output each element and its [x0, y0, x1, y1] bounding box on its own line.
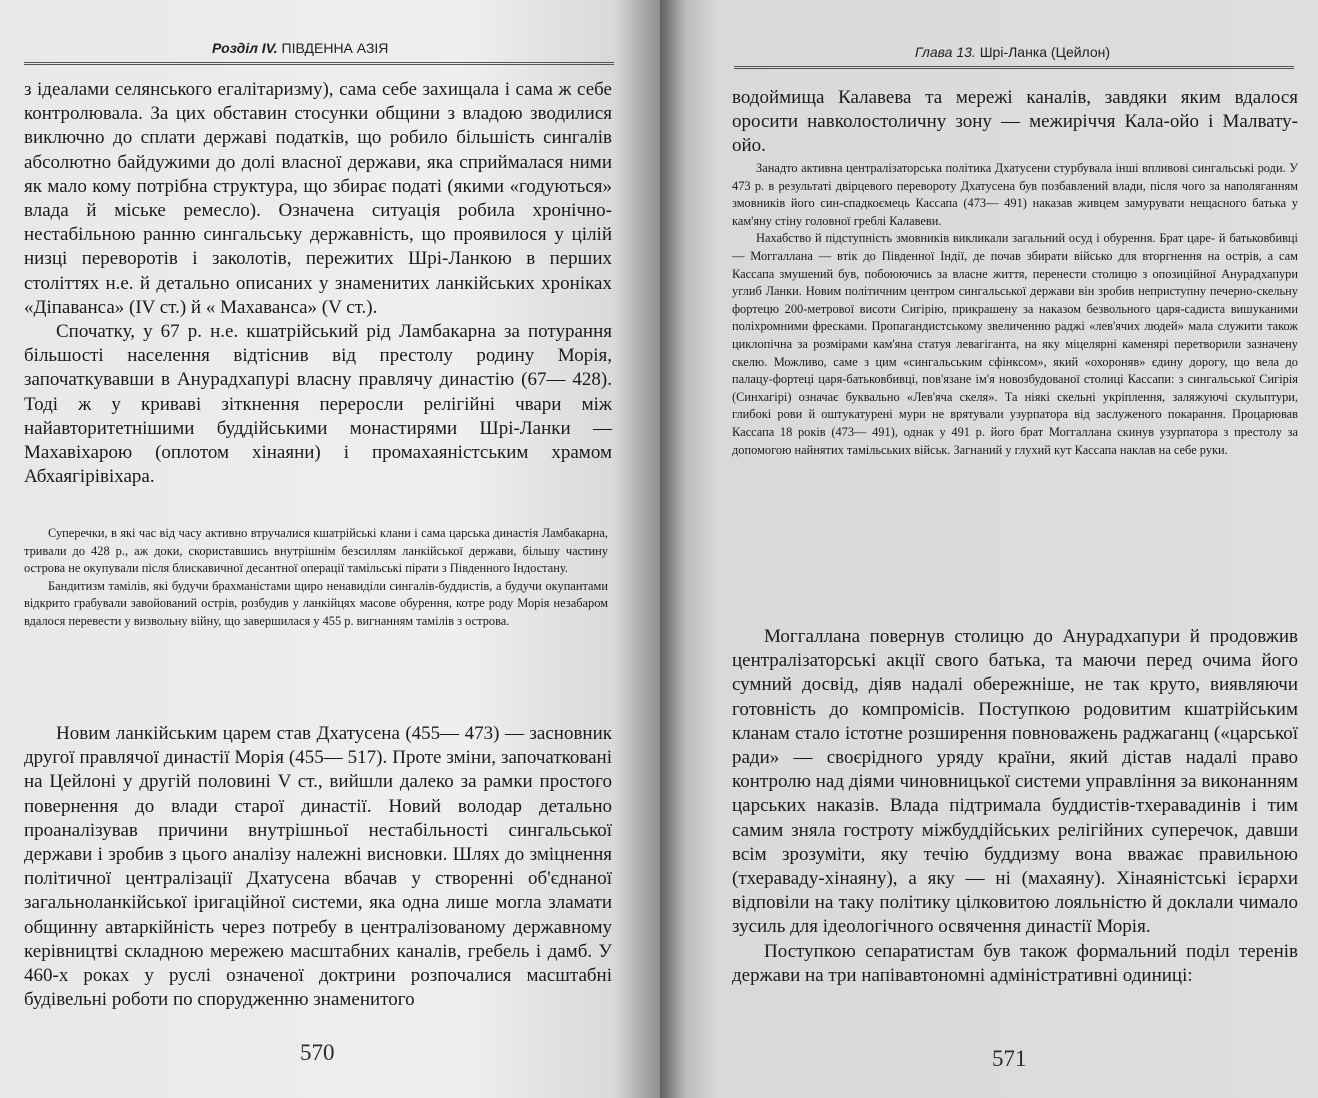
main-text-upper	[24, 78, 612, 489]
paragraph: Моггаллана повернув столицю до Анурадхапури й продовжив централізаторські акції свого батька, та маючи перед очима його сумний досвід, діяв надалі обережніше, не так круто, виявляючи готовність до компромісів. Поступкою родовитим кшатрійським кланам стало істотне розширення повноважень раджаганц («царської ради» — своєрідного уряду країни, який дістав надалі право контролю над діями чиновницької системи управління за виконанням царських наказів. Влада підтримала буддистів-тхеравадинів і тим самим зняла гостроту міжбуддійських релігійних суперечок, давши всім зрозуміти, яку течію буддизму вона вважає правильною (тхераваду-хінаяну), а яку — ні (махаяну). Хінаяністські ієрархи відповіли на таку політику цілковитою лояльністю й доклали чимало зусиль для ідеологічного освячення династії Морія.	[732, 626, 1298, 938]
header-rule	[734, 66, 1294, 69]
header-section: Розділ IV.	[212, 40, 278, 56]
main-text-upper	[732, 86, 1298, 159]
header-rule	[24, 62, 614, 65]
running-header	[212, 40, 388, 56]
small-paragraph: Бандитизм тамілів, які будучи брахманістами щиро ненавиділи сингалів-буддистів, а будучи окупантами відкрито грабували завойований острів, розбудив у ланкійцях масове обурення, котре роду Морія незабаром вдалося перевести у визвольну війну, що завершилася у 455 р. вигнанням тамілів з острова.	[24, 578, 608, 628]
paragraph: водоймища Калавева та мережі каналів, завдяки яким вдалося оросити навколостоличну зону — межиріччя Кала-ойо і Малвату-ойо.	[732, 87, 1298, 157]
paragraph: з ідеалами селянського егалітаризму), сама себе захищала і сама ж себе контролювала. За цих обставин стосунки общини з владою зводилися виключно до сплати державі податків, що робило більшість сингалів абсолютно байдужими до долі власної держави, яка сприймалася ними як мало кому потрібна структура, що збирає податі (якими «годуються» влада й міське ремесло). Означена ситуація робила хронічно-нестабільною ранню сингальську державність, що проявилося у цілій низці переворотів і заколотів, пережитих Шрі-Ланкою в перших століттях н.е. й детально описаних у знаменитих ланкійських хроніках «Діпаванса» (IV ст.) й « Махаванса» (V ст.).	[24, 79, 612, 318]
main-text-lower	[24, 722, 612, 1012]
small-print-block	[732, 160, 1298, 459]
paragraph: Новим ланкійським царем став Дхатусена (455— 473) — засновник другої правлячої династії Морія (455— 517). Проте зміни, започатковані на Цейлоні у другій половині V ст., вийшли далеко за рамки простого повернення до влади старої династії. Новий володар детально проаналізував причини внутрішньої нестабільності сингальської держави і зробив з цього аналізу належні висновки. Шлях до зміцнення політичної централізації Дхатусена вбачав у створенні об'єднаної загальноланкійської іригаційної системи, яка одна лише могла зламати общинну автаркійність через потребу в централізованому державному керівництві складною мережею масштабних каналів, гребель і дамб. У 460-х роках у руслі означеної доктрини розпочалися масштабні будівельні роботи по спорудженню знаменитого	[24, 723, 612, 1011]
paragraph: Спочатку, у 67 р. н.е. кшатрійський рід Ламбакарна за потурання більшості населення відтіснив від престолу родину Морія, започаткувавши в Анурадхапурі власну правлячу династію (67— 428). Тоді ж у криваві зіткнення переросли релігійні чвари між найавторитетнішими буддійськими монастирями Шрі-Ланки — Махавіхарою (оплотом хінаяни) і промахаяністським храмом Абхаягірівіхара.	[24, 321, 612, 488]
running-header	[915, 44, 1110, 60]
page-number: 571	[992, 1046, 1027, 1071]
small-print-block	[24, 525, 608, 631]
paragraph: Поступкою сепаратистам був також формальний поділ теренів держави на три напівавтономні адміністративні одиниці:	[732, 940, 1298, 986]
small-paragraph: Суперечки, в які час від часу активно втручалися кшатрійські клани і сама царська династія Ламбакарна, тривали до 428 р., аж доки, скориставшись внутрішнім безсиллям ланкійської держави, більшу частину острова не окупували після блискавичної десантної операції тамільські пірати з Південного Індостану.	[24, 526, 608, 576]
header-title: ПІВДЕННА АЗІЯ	[281, 40, 389, 56]
header-section: Глава 13.	[915, 44, 976, 60]
page-number: 570	[300, 1040, 335, 1065]
main-text-lower	[732, 625, 1298, 988]
small-paragraph: Занадто активна централізаторська політика Дхатусени стурбувала інші впливові сингальські роди. У 473 р. в результаті двірцевого перевороту Дхатусена був позбавлений влади, після чого за наполяганням змовників його син-спадкоємець Кассапа (473— 491) наказав живцем замурувати нещасного батька у кам'яну стіну головної греблі Калавеви.	[732, 161, 1298, 228]
header-title: Шрі-Ланка (Цейлон)	[979, 44, 1111, 60]
small-paragraph: Нахабство й підступність змовників викликали загальний осуд і обурення. Брат царе- й батьковбивці — Моггаллана — втік до Південної Індії, де почав збирати військо для вторгнення на острів, а сам Кассапа змушений був, побоюючись за власне життя, перенести столицю з опозиційної Анурадхапури углиб Ланки. Новим політичним центром сингальської держави він зробив неприступну печерно-скельну фортецю 200-метрової висоти Сигірію, прикрашену за наказом безвольного царя-садиста вишуканими поліхромними фресками. Пропагандистському звеличенню раджі «лев'ячих людей» мала служити також циклопічна за розмірами кам'яна статуя левагіганта, на яку міцелярні каменярі перетворили зазначену скелю. Можливо, саме з цим «сингальським сфінксом», який «охороняв» єдину дорогу, що вела до палацу-фортеці царя-батьковбивці, пов'язане ім'я новозбудованої столиці Кассапи: з сингальської Сигірія (Синхагірі) означає буквально «Лев'яча скеля». Та ніякі скельні укріплення, заляжуючі скульптури, глибокі рови й оштукатурені мури не врятували узурпатора від заслуженого покарання. Процарював Кассапа 18 років (473— 491), однак у 491 р. його брат Моггаллана скинув узурпатора з престолу за допомогою найнятих тамільських військ. Загнаний у глухий кут Кассапа наклав на себе руки.	[732, 231, 1298, 457]
right-page	[660, 0, 1318, 1098]
